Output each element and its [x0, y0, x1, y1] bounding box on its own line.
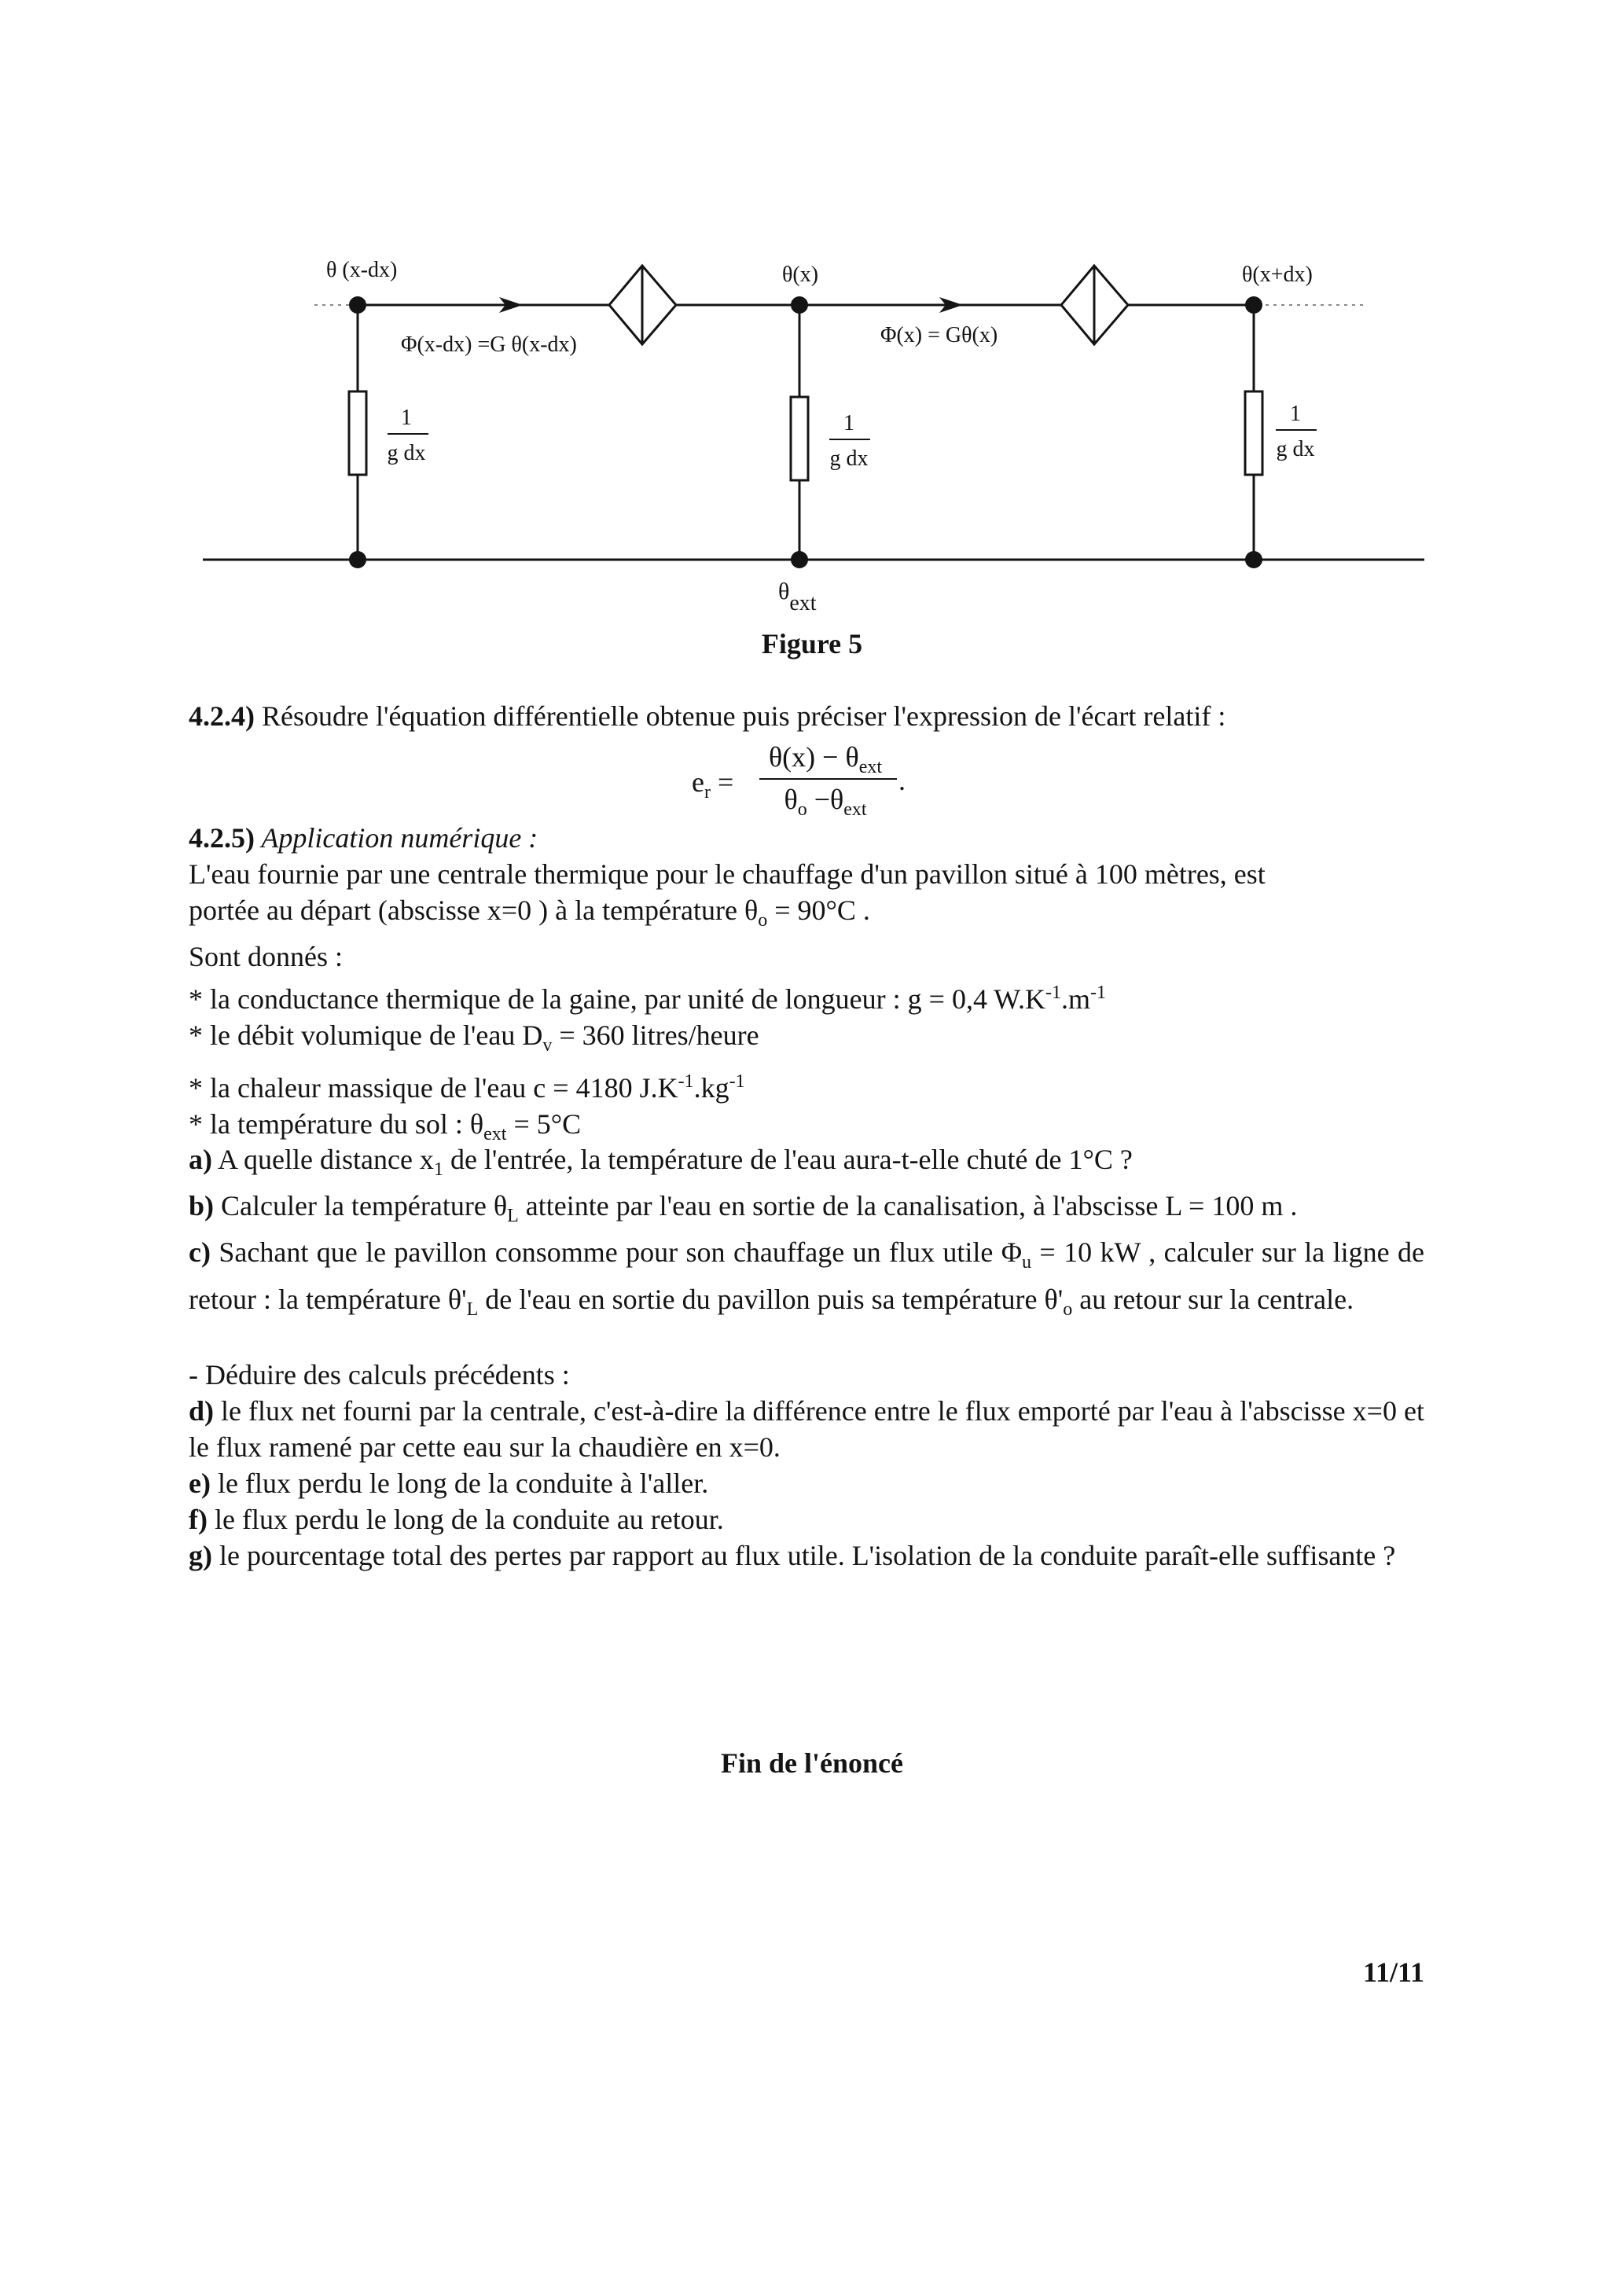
flux-label-left: Φ(x-dx) =G θ(x-dx)	[401, 332, 577, 357]
question-heading: 4.2.5) Application numérique :	[189, 822, 538, 854]
page-number: 11/11	[1362, 1956, 1424, 1988]
question-4-2-5	[189, 820, 1424, 1153]
ground-label: θext	[778, 579, 817, 615]
controlled-source-right	[1061, 266, 1128, 344]
question-e: e) le flux perdu le long de la conduite à l'aller.	[189, 1468, 709, 1499]
question-number: 4.2.4)	[189, 700, 255, 732]
question-d: d) le flux net fourni par la centrale, c'est-à-dire la différence entre le flux emporté par l'eau à l'abscisse x=0 et le flux ramené par cette eau sur la chaudière en x=0.	[189, 1395, 1424, 1463]
eq-fraction-bar	[759, 778, 897, 780]
resistor-mid	[791, 397, 808, 480]
questions-a-c	[189, 1141, 1424, 1328]
question-text: Résoudre l'équation différentielle obtenue puis préciser l'expression de l'écart relatif :	[255, 700, 1226, 732]
conductance-right-den: g dx	[1276, 437, 1315, 461]
eq-lhs: $e_r$ =	[692, 766, 734, 803]
given-flow-rate: * le débit volumique de l'eau $D_v = 360$ litres/heure	[189, 1019, 759, 1056]
eq-denominator: $\theta_o -\theta_{ext}$	[784, 784, 867, 821]
question-c: c) Sachant que le pavillon consomme pour son chauffage un flux utile $\Phi_u = 10$ kW , calculer sur la ligne de retour : la température $\theta'_L$ de l'eau en sortie du pavillon puis sa température $\theta'_o$ au retour sur la centrale.	[189, 1236, 1424, 1320]
deduce-heading: - Déduire des calculs précédents :	[189, 1359, 570, 1390]
eq-numerator: $\theta(x) - \theta_{ext}$	[768, 741, 883, 778]
question-g: g) le pourcentage total des pertes par rapport au flux utile. L'isolation de la conduite paraît-elle suffisante ?	[189, 1540, 1396, 1571]
end-of-statement: Fin de l'énoncé	[721, 1747, 903, 1779]
given-title: Sont donnés :	[189, 941, 344, 973]
conductance-mid-num: 1	[843, 411, 854, 435]
given-conductance: * la conductance thermique de la gaine, par unité de longueur : g = 0,4 $W.K^{-1}.m^{-1}$	[189, 983, 1106, 1016]
node-label-right: θ(x+dx)	[1242, 263, 1313, 287]
node-bottom-left	[349, 551, 366, 568]
question-b: b) Calculer la température $\theta_L$ atteinte par l'eau en sortie de la canalisation, à l'abscisse L = 100 m .	[189, 1190, 1298, 1227]
intro-line-1: L'eau fournie par une centrale thermique pour le chauffage d'un pavillon situé à 100 mètres, est	[189, 858, 1266, 890]
question-a: a) A quelle distance $x_1$ de l'entrée, la température de l'eau aura-t-elle chuté de 1°C ?	[189, 1144, 1133, 1181]
controlled-source-left	[609, 266, 676, 344]
eq-period: .	[898, 765, 906, 796]
relative-deviation-equation	[692, 740, 928, 827]
figure-caption: Figure 5	[761, 628, 863, 659]
node-bottom-right	[1245, 551, 1262, 568]
node-label-left: θ (x-dx)	[326, 258, 398, 282]
node-top-left	[349, 296, 366, 314]
conductance-left-num: 1	[401, 406, 412, 430]
resistor-right	[1245, 391, 1262, 475]
circuit-diagram	[0, 0, 1624, 676]
given-specific-heat: * la chaleur massique de l'eau c = 4180 $J.K^{-1}.kg^{-1}$	[189, 1071, 745, 1104]
questions-d-g	[189, 1357, 1424, 1574]
node-bottom-mid	[791, 551, 808, 568]
conductance-left-den: g dx	[387, 441, 426, 465]
question-f: f) le flux perdu le long de la conduite au retour.	[189, 1504, 724, 1535]
intro-line-2: portée au départ (abscisse x=0 ) à la température $\theta_o = 90^\circ C$ .	[189, 895, 870, 931]
question-4-2-4	[189, 698, 1424, 734]
given-ground-temperature: * la température du sol : $\theta_{ext} = 5^\circ C$	[189, 1108, 582, 1145]
flux-label-mid: Φ(x) = Gθ(x)	[880, 323, 998, 347]
node-label-mid: θ(x)	[782, 263, 819, 287]
conductance-right-num: 1	[1290, 402, 1301, 426]
node-top-right	[1245, 296, 1262, 314]
conductance-mid-den: g dx	[829, 446, 869, 471]
resistor-left	[349, 391, 366, 475]
node-top-mid	[791, 296, 808, 314]
